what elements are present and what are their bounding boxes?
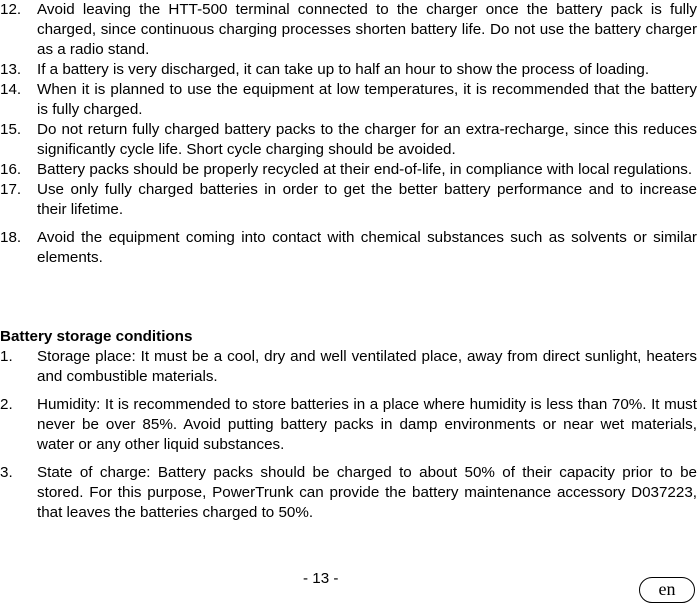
numbered-list-battery-care	[0, 0, 697, 268]
list-item	[0, 395, 697, 455]
list-item	[0, 60, 697, 80]
list-item-number: 13.	[0, 61, 22, 78]
list-item-text: Humidity: It is recommended to store batteries in a place where humidity is less than 70%. It must never be over 85%. Avoid putting battery packs in damp environments or near wet materials, water or any other liquid substances.	[37, 396, 697, 453]
numbered-list-storage	[0, 347, 697, 523]
list-item	[0, 228, 697, 268]
list-item	[0, 0, 697, 60]
list-item-number: 14.	[0, 81, 22, 98]
list-item	[0, 80, 697, 120]
list-item-text: If a battery is very discharged, it can take up to half an hour to show the process of loading.	[37, 61, 650, 78]
list-item-number: 15.	[0, 121, 22, 138]
list-item-number: 3.	[0, 464, 13, 481]
list-item-number: 17.	[0, 181, 22, 198]
list-item-number: 12.	[0, 1, 22, 18]
list-item-text: Avoid leaving the HTT-500 terminal connected to the charger once the battery pack is fully charged, since continuous charging processes shorten battery life. Do not use the battery charger as a radio stand.	[37, 1, 697, 58]
list-item-text: When it is planned to use the equipment at low temperatures, it is recommended that the battery is fully charged.	[37, 81, 697, 118]
list-item-number: 1.	[0, 348, 13, 365]
list-item-number: 2.	[0, 396, 13, 413]
list-item	[0, 463, 697, 523]
list-item	[0, 180, 697, 220]
list-item-text: Do not return fully charged battery packs to the charger for an extra-recharge, since this reduces significantly cycle life. Short cycle charging should be avoided.	[37, 121, 697, 158]
list-item-text: Avoid the equipment coming into contact with chemical substances such as solvents or similar elements.	[37, 229, 697, 266]
section-heading-storage: Battery storage conditions	[0, 328, 193, 345]
list-item-text: Use only fully charged batteries in order to get the better battery performance and to increase their lifetime.	[37, 181, 697, 218]
list-item	[0, 347, 697, 387]
list-item	[0, 120, 697, 160]
list-item	[0, 160, 697, 180]
list-item-text: Storage place: It must be a cool, dry and well ventilated place, away from direct sunlight, heaters and combustible materials.	[37, 348, 697, 385]
language-badge: en	[639, 577, 695, 603]
list-item-text: State of charge: Battery packs should be charged to about 50% of their capacity prior to be stored. For this purpose, PowerTrunk can provide the battery maintenance accessory D037223, that leaves the batteries charged to 50%.	[37, 464, 697, 521]
list-item-number: 18.	[0, 229, 22, 246]
page-number: - 13 -	[303, 570, 339, 587]
list-item-text: Battery packs should be properly recycled at their end-of-life, in compliance with local regulations.	[37, 161, 693, 178]
list-item-number: 16.	[0, 161, 22, 178]
